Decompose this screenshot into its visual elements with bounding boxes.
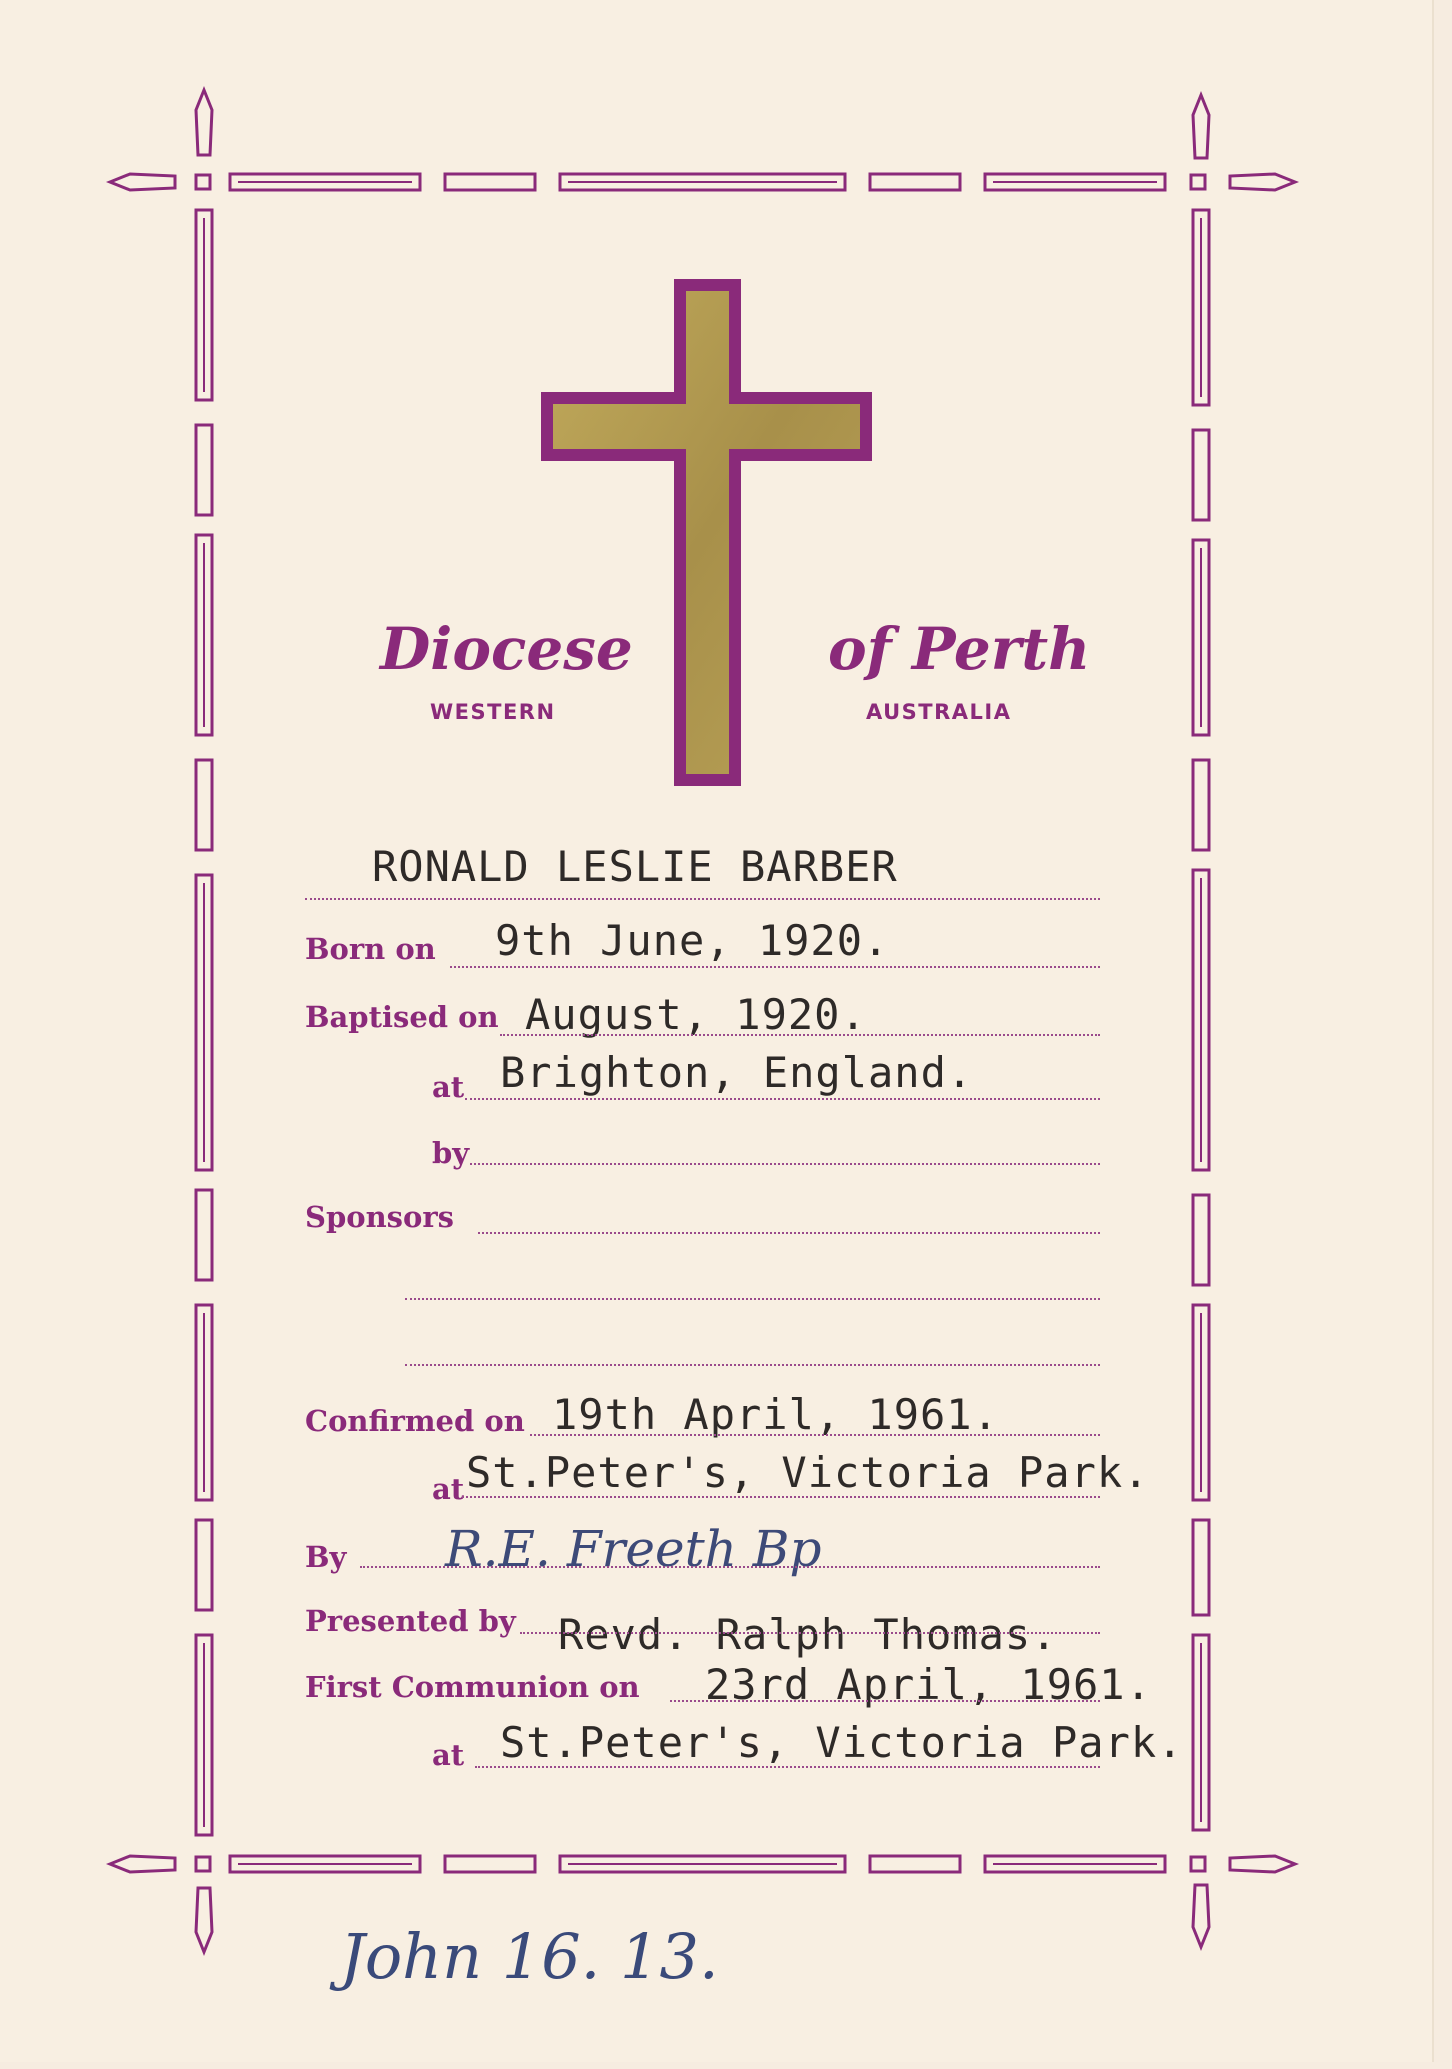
- name-line: [305, 898, 1100, 900]
- confirmed-at-value: St.Peter's, Victoria Park.: [466, 1448, 1150, 1497]
- baptised-label: Baptised on: [305, 1000, 499, 1034]
- communion-line: [670, 1700, 1100, 1702]
- of-perth-title: of Perth: [828, 615, 1091, 683]
- presented-label: Presented by: [305, 1604, 516, 1638]
- sponsors-line-1: [478, 1232, 1100, 1234]
- confirmed-line: [530, 1434, 1100, 1436]
- baptised-at-line: [465, 1098, 1100, 1100]
- communion-value: 23rd April, 1961.: [705, 1660, 1152, 1709]
- confirmed-by-line: [360, 1566, 1100, 1568]
- born-line: [450, 966, 1100, 968]
- baptised-by-line: [470, 1163, 1100, 1165]
- scripture-reference: John 16. 13.: [340, 1920, 719, 1993]
- baptised-by-label: by: [432, 1136, 470, 1170]
- australia-label: AUSTRALIA: [866, 700, 1012, 724]
- baptised-at-label: at: [432, 1070, 465, 1104]
- presented-line: [520, 1632, 1100, 1634]
- born-value: 9th June, 1920.: [495, 916, 890, 965]
- sponsors-label: Sponsors: [305, 1200, 454, 1234]
- communion-at-line: [475, 1766, 1100, 1768]
- candidate-name: RONALD LESLIE BARBER: [372, 842, 898, 891]
- communion-at-value: St.Peter's, Victoria Park.: [500, 1718, 1184, 1767]
- confirmed-by-label: By: [305, 1540, 347, 1574]
- communion-label: First Communion on: [305, 1670, 640, 1704]
- baptised-at-value: Brighton, England.: [500, 1048, 974, 1097]
- baptised-line: [500, 1034, 1100, 1036]
- confirmed-at-label: at: [432, 1472, 465, 1506]
- sponsors-line-3: [405, 1364, 1100, 1366]
- confirmed-at-line: [462, 1496, 1100, 1498]
- communion-at-label: at: [432, 1738, 465, 1772]
- confirmed-value: 19th April, 1961.: [552, 1390, 999, 1439]
- born-label: Born on: [305, 932, 436, 966]
- confirmed-label: Confirmed on: [305, 1404, 525, 1438]
- baptised-value: August, 1920.: [525, 990, 867, 1039]
- sponsors-line-2: [405, 1298, 1100, 1300]
- diocese-title: Diocese: [380, 615, 633, 683]
- bishop-signature: R.E. Freeth Bp: [445, 1520, 822, 1578]
- presented-value: Revd. Ralph Thomas.: [558, 1610, 1058, 1659]
- western-label: WESTERN: [430, 700, 556, 724]
